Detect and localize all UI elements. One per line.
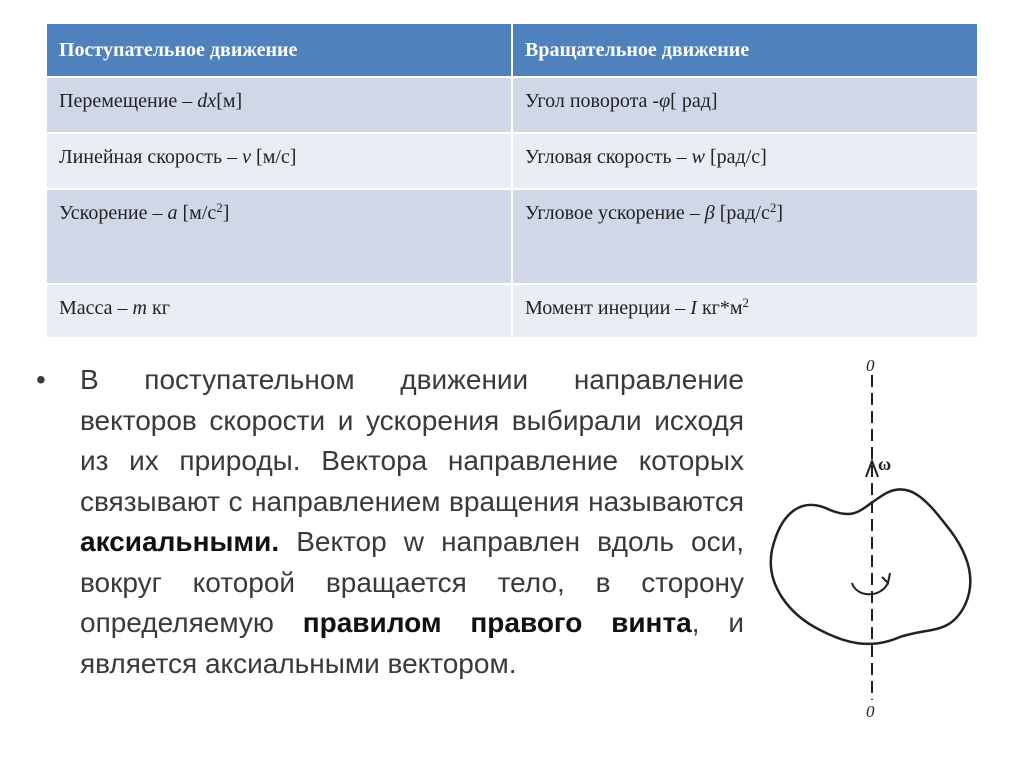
bullet-marker: •	[36, 364, 46, 395]
term-axial: аксиальными.	[80, 526, 280, 557]
rotation-arrow-icon	[852, 583, 888, 594]
cell-moment-of-inertia: Момент инерции – I $кг*м^2$	[512, 284, 978, 338]
label-bottom-zero: 0	[866, 702, 875, 721]
cell-rotation-angle: Угол поворота -φ[ рад]	[512, 77, 978, 133]
table-row	[46, 284, 978, 338]
bullet-paragraph	[36, 360, 744, 684]
header-translational: Поступательное движение	[46, 23, 512, 77]
term-right-screw-rule: правилом правого винта	[302, 607, 692, 638]
table-row	[46, 133, 978, 189]
cell-angular-velocity: Угловая скорость – w [рад/с]	[512, 133, 978, 189]
label-omega: ω	[878, 454, 892, 474]
body-outline	[771, 489, 971, 644]
cell-mass: Масса – m кг	[46, 284, 512, 338]
table-row	[46, 77, 978, 133]
rotation-diagram	[760, 345, 1024, 725]
comparison-table	[45, 22, 979, 339]
table-row	[46, 189, 978, 284]
header-rotational: Вращательное движение	[512, 23, 978, 77]
label-top-zero: 0	[866, 356, 875, 375]
cell-angular-acceleration: Угловое ускорение – β $[рад/с^2]$	[512, 189, 978, 284]
cell-displacement: Перемещение – dx[м]	[46, 77, 512, 133]
cell-acceleration: Ускорение – a $[м/с^2]$	[46, 189, 512, 284]
cell-linear-velocity: Линейная скорость – v [м/с]	[46, 133, 512, 189]
rotation-arrow-head	[882, 573, 890, 583]
bullet-text: В поступательном движении направление векторов скорости и ускорения выбирали исходя из их природы. Вектора направление которых связывают с направлением вращения называются аксиальными. Вектор w направлен вдоль оси, вокруг которой вращается тело, в сторону определяемую правилом правого винта, и является аксиальными вектором.	[80, 364, 744, 679]
